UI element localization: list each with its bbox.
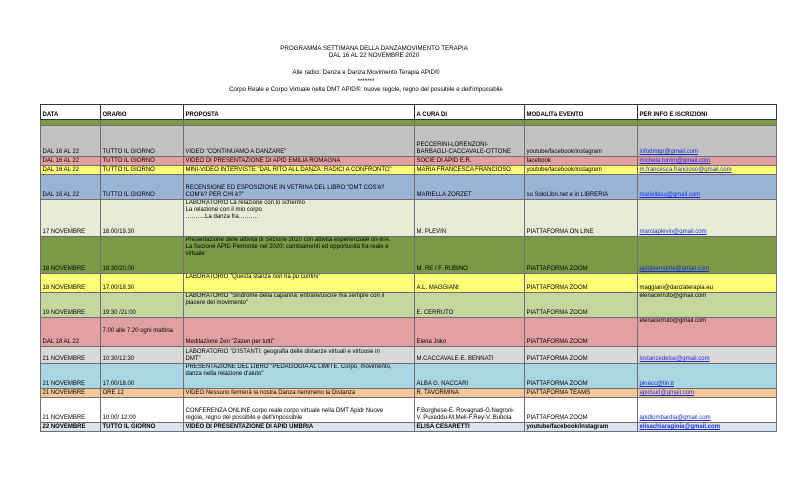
cell-info [638, 237, 777, 274]
cell-info [638, 166, 777, 175]
cell-info [638, 293, 777, 318]
cell-proposal: CONFERENZA ONLINE corpo reale corpo virtuale nella DMT Apidr Nuove regole, regno del possibile e dell'impossibile [184, 398, 415, 423]
cell-curator: Elena Joko [415, 318, 525, 347]
cell-curator: M. PLEVIN [415, 200, 525, 237]
table-row [41, 293, 777, 318]
email-link[interactable]: marciaplevin@gmail.com [639, 228, 707, 235]
cell-proposal: MINI-VIDEO INTERVISTE "DAL RITO ALL DANZA: RADICI A CONFRONTO" [184, 166, 415, 175]
email-link[interactable]: pinacc@tin.it [639, 380, 674, 387]
cell-mode: PIATTAFORMA ZOOM [525, 318, 638, 347]
column-header-curator: A CURA DI [415, 105, 525, 120]
email-link[interactable]: lostanzedelse@gmail.com [639, 355, 710, 362]
cell-time: 18.00/19.30 [101, 200, 184, 237]
email-link[interactable]: infodmtgr@gmail.com [639, 148, 698, 155]
email-link[interactable]: m.francesca.francioso@gmail.com [639, 166, 732, 173]
email-link[interactable]: apidpiemonte@gmail.com [639, 265, 709, 272]
cell-info [638, 423, 777, 432]
cell-info [638, 200, 777, 237]
email-link[interactable]: apidsud@gmail.com [639, 389, 694, 396]
email-link[interactable]: michela.turrini@gmail.com [639, 157, 711, 164]
info-text: maggiani@danzaterapia.eu [639, 284, 713, 291]
table-row [41, 318, 777, 347]
cell-curator: F.Borghese-E. Rovagnati-G.Negroni- V. Puxeddu-M.Meli-F.Rey-V. Bubola [415, 398, 525, 423]
cell-mode: PIATTAFORMA ZOOM [525, 347, 638, 364]
cell-info [638, 347, 777, 364]
cell-mode: PIATTAFORMA ZOOM [525, 237, 638, 274]
cell-proposal: VIDEO "CONTINUAMO A DANZARE" [184, 126, 415, 157]
cell-info [638, 157, 777, 166]
cell-info [638, 274, 777, 293]
cell-mode: PIATTAFORMA ON LINE [525, 200, 638, 237]
cell-time: TUTTO IL GIORNO [101, 423, 184, 432]
column-header-info: PER INFO E ISCRIZIONI [638, 105, 777, 120]
cell-time: 17.00/18.30 [101, 274, 184, 293]
cell-time: 10:00/ 12:00 [101, 398, 184, 423]
cell-curator: R. TAVORMINA [415, 389, 525, 398]
cell-proposal: LABORATORIO "Sindrome della capanna: entrare/uscire ma sempre con il piacere del movimento" [184, 293, 415, 318]
cell-date: DAL 16 AL 22 [41, 126, 101, 157]
cell-date: 17 NOVEMBRE [41, 200, 101, 237]
cell-mode: PIATTAFORMA ZOOM [525, 293, 638, 318]
program-title: PROGRAMMA SETTIMANA DELLA DANZAMOVIMENTO TERAPIA [280, 45, 468, 52]
cell-info [638, 398, 777, 423]
cell-curator: E. CERRUTO [415, 293, 525, 318]
cell-proposal: LABORATORIO "Questa stanza non ha pù confini" [184, 274, 415, 293]
table-row [41, 200, 777, 237]
table-header-row [41, 105, 777, 120]
cell-time: TUTTO IL GIORNO [101, 166, 184, 175]
email-link[interactable]: apidlombardia@gmail.com [639, 414, 711, 421]
cell-curator: ELISA CESARETTI [415, 423, 525, 432]
cell-time: 19:30 /21:00 [101, 293, 184, 318]
cell-date: 21 NOVEMBRE [41, 347, 101, 364]
cell-curator: MARIELLA ZORZET [415, 175, 525, 200]
table-row [41, 274, 777, 293]
cell-mode: PIATTAFORMA ZOOM [525, 398, 638, 423]
cell-proposal: VIDEO Nessuno fermerà la nostra Danza nemmeno la Distanza [184, 389, 415, 398]
table-row [41, 157, 777, 166]
cell-mode: youtube/facebook/instagram [525, 126, 638, 157]
cell-curator: PECCERINI-LORENZONI- BARBAGLI-CACCAVALE-OTTONE [415, 126, 525, 157]
cell-curator: A.L. MAGGIANI [415, 274, 525, 293]
cell-date: 21 NOVEMBRE [41, 389, 101, 398]
cell-info [638, 126, 777, 157]
email-link[interactable]: elisachiaragioia@gmail.com [639, 423, 721, 430]
cell-proposal: Presentazione delle attività di Sezione 2020 con attività esperienziale on-line. La Sezione APID Piemonte nel 2020: cambiamenti ed opportunità fra reale e virtuale [184, 237, 415, 274]
cell-info [638, 175, 777, 200]
cell-curator: SOCIE DI APID E.R. [415, 157, 525, 166]
cell-time: ORE 12 [101, 389, 184, 398]
cell-time: TUTTO IL GIORNO [101, 126, 184, 157]
cell-mode: PIATTAFORMA ZOOM [525, 364, 638, 389]
cell-date: DAL 18 AL 22 [41, 318, 101, 347]
cell-date: 21 NOVEMBRE [41, 364, 101, 389]
table-row [41, 126, 777, 157]
cell-date: 22 NOVEMBRE [41, 423, 101, 432]
cell-time: TUTTO IL GIORNO [101, 157, 184, 166]
cell-proposal: RECENSIONE ED ESPOSIZIONE IN VETRINA DEL LIBRO "DMT COS'è? COM'è? PER CHI è?" [184, 175, 415, 200]
cell-mode: PIATTAFORMA TEAMS [525, 389, 638, 398]
table-row [41, 398, 777, 423]
cell-info [638, 389, 777, 398]
cell-time: 18:30/20.00 [101, 237, 184, 274]
cell-mode: su SoloLibri.net e in LIBRERIA [525, 175, 638, 200]
cell-curator: M. RE / F. RUBINO [415, 237, 525, 274]
cell-time: 7.00 alle 7.20 ogni mattina [101, 318, 184, 347]
info-text: elenacerruto@gmail.com [639, 318, 707, 324]
table-row [41, 237, 777, 274]
cell-date: DAL 16 AL 22 [41, 157, 101, 166]
cell-proposal: VIDEO DI PRESENTAZIONE DI APID UMBRIA [184, 423, 415, 432]
cell-proposal: LABORATORIO "D'ISTANTI: geografia delle distanze virtuali e virtuose in DMT" [184, 347, 415, 364]
cell-date: DAL 16 AL 22 [41, 175, 101, 200]
cell-date: 19 NOVEMBRE [41, 293, 101, 318]
program-separator: ******* [357, 78, 375, 85]
table-row [41, 347, 777, 364]
cell-date: 21 NOVEMBRE [41, 398, 101, 423]
program-theme: Alle radici: Danza e Danza Movimento Terapia APID® [292, 69, 440, 76]
cell-proposal: LABORATORIO La relazione con lo schermo La relazione con il mio corpo ……….La danza fra………. [184, 200, 415, 237]
cell-proposal: VIDEO DI PRESENTAZIONE DI APID EMILIA ROMAGNA [184, 157, 415, 166]
cell-mode: youtube/facebook/instagram [525, 166, 638, 175]
cell-mode: facebook [525, 157, 638, 166]
table-row [41, 389, 777, 398]
cell-curator: MARIA FRANCESCA FRANCIOSO [415, 166, 525, 175]
column-header-date: DATA [41, 105, 101, 120]
cell-proposal: PRESENTAZIONE DEL LIBRO "PEDAGOGIA AL LIMITE. Corpo, movimento, danza nella relazione d'aiuto" [184, 364, 415, 389]
cell-time: 10:30/12:30 [101, 347, 184, 364]
cell-date: 18 NOVEMBRE [41, 274, 101, 293]
cell-proposal: Meditazione Zen "Zazen per tutti" [184, 318, 415, 347]
cell-date: 18 NOVEMBRE [41, 237, 101, 274]
program-dates: DAL 16 AL 22 NOVEMBRE 2020 [328, 52, 420, 59]
table-row [41, 364, 777, 389]
column-header-mode: MODALITà EVENTO [525, 105, 638, 120]
table-row [41, 166, 777, 175]
table-row [41, 423, 777, 432]
schedule-table [40, 104, 777, 432]
info-text: elenacerruto@gmail.com [639, 293, 707, 299]
column-header-time: ORARIO [101, 105, 184, 120]
program-subtitle: Corpo Reale e Corpo Virtuale nella DMT APID®: nuove regole, regno del possibile e dell'impossibile [229, 86, 503, 93]
cell-date: DAL 16 AL 22 [41, 166, 101, 175]
table-row [41, 175, 777, 200]
email-link[interactable]: mariellasu@gmail.com [639, 191, 701, 198]
cell-curator: M.CACCAVALE-E. BENNATI [415, 347, 525, 364]
column-header-proposal: PROPOSTA [184, 105, 415, 120]
cell-time: TUTTO IL GIORNO [101, 175, 184, 200]
cell-mode: youtube/facebook/instagram [525, 423, 638, 432]
cell-time: 17.00/18.00 [101, 364, 184, 389]
cell-curator: ALBA G. NACCARI [415, 364, 525, 389]
cell-mode: PIATTAFORMA ZOOM [525, 274, 638, 293]
cell-info [638, 364, 777, 389]
cell-info [638, 318, 777, 347]
